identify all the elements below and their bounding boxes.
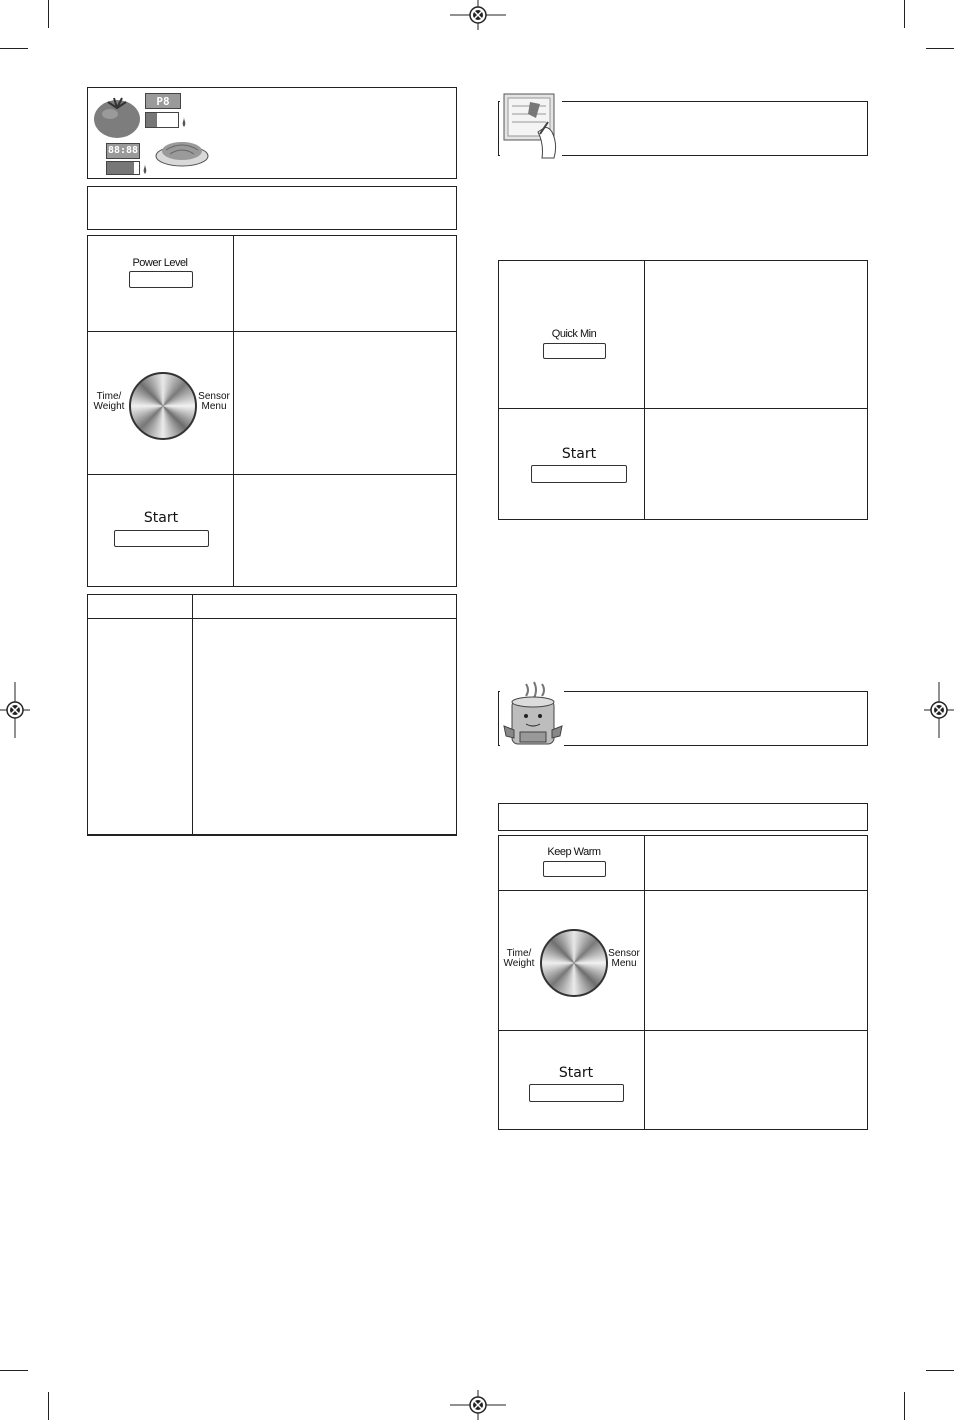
power-level-label: Power Level — [132, 257, 188, 269]
registration-mark-top-icon — [450, 0, 506, 30]
keep-warm-button[interactable] — [543, 861, 606, 877]
dial-right-label: Sensor Menu — [608, 948, 640, 969]
level-bar-2 — [106, 161, 140, 175]
tomato-icon — [92, 94, 142, 140]
registration-mark-right-icon — [924, 682, 954, 738]
registration-mark-bottom-icon — [450, 1390, 506, 1420]
display-p8 — [145, 93, 181, 109]
drop-icon — [142, 164, 148, 174]
dial-left-label: Time/ Weight — [503, 948, 535, 969]
start-button[interactable] — [529, 1084, 624, 1102]
display-p8-text: P8 — [156, 95, 170, 108]
quick-min-button[interactable] — [543, 343, 606, 359]
keep-warm-note-box — [498, 803, 868, 831]
level-bar — [145, 112, 179, 128]
hand-note-icon — [500, 92, 562, 160]
time-weight-sensor-dial[interactable] — [540, 929, 608, 997]
start-label: Start — [143, 510, 179, 526]
dial-right-label: Sensor Menu — [198, 391, 230, 412]
keep-warm-label: Keep Warm — [547, 846, 601, 858]
display-time — [106, 143, 140, 159]
illustration-box — [87, 87, 457, 179]
display-time-text: 88:88 — [107, 145, 139, 156]
start-label: Start — [561, 446, 597, 462]
info-table — [87, 594, 457, 836]
dial-left-label: Time/ Weight — [93, 391, 125, 412]
note-box — [87, 186, 457, 230]
quick-min-label: Quick Min — [551, 328, 597, 340]
food-dish-icon — [154, 138, 210, 168]
start-button[interactable] — [531, 465, 627, 483]
registration-mark-left-icon — [0, 682, 30, 738]
warm-food-icon — [502, 680, 564, 752]
drop-icon — [181, 117, 187, 127]
time-weight-sensor-dial[interactable] — [129, 372, 197, 440]
power-level-button[interactable] — [129, 271, 193, 288]
start-button[interactable] — [114, 530, 209, 547]
start-label: Start — [558, 1065, 594, 1081]
